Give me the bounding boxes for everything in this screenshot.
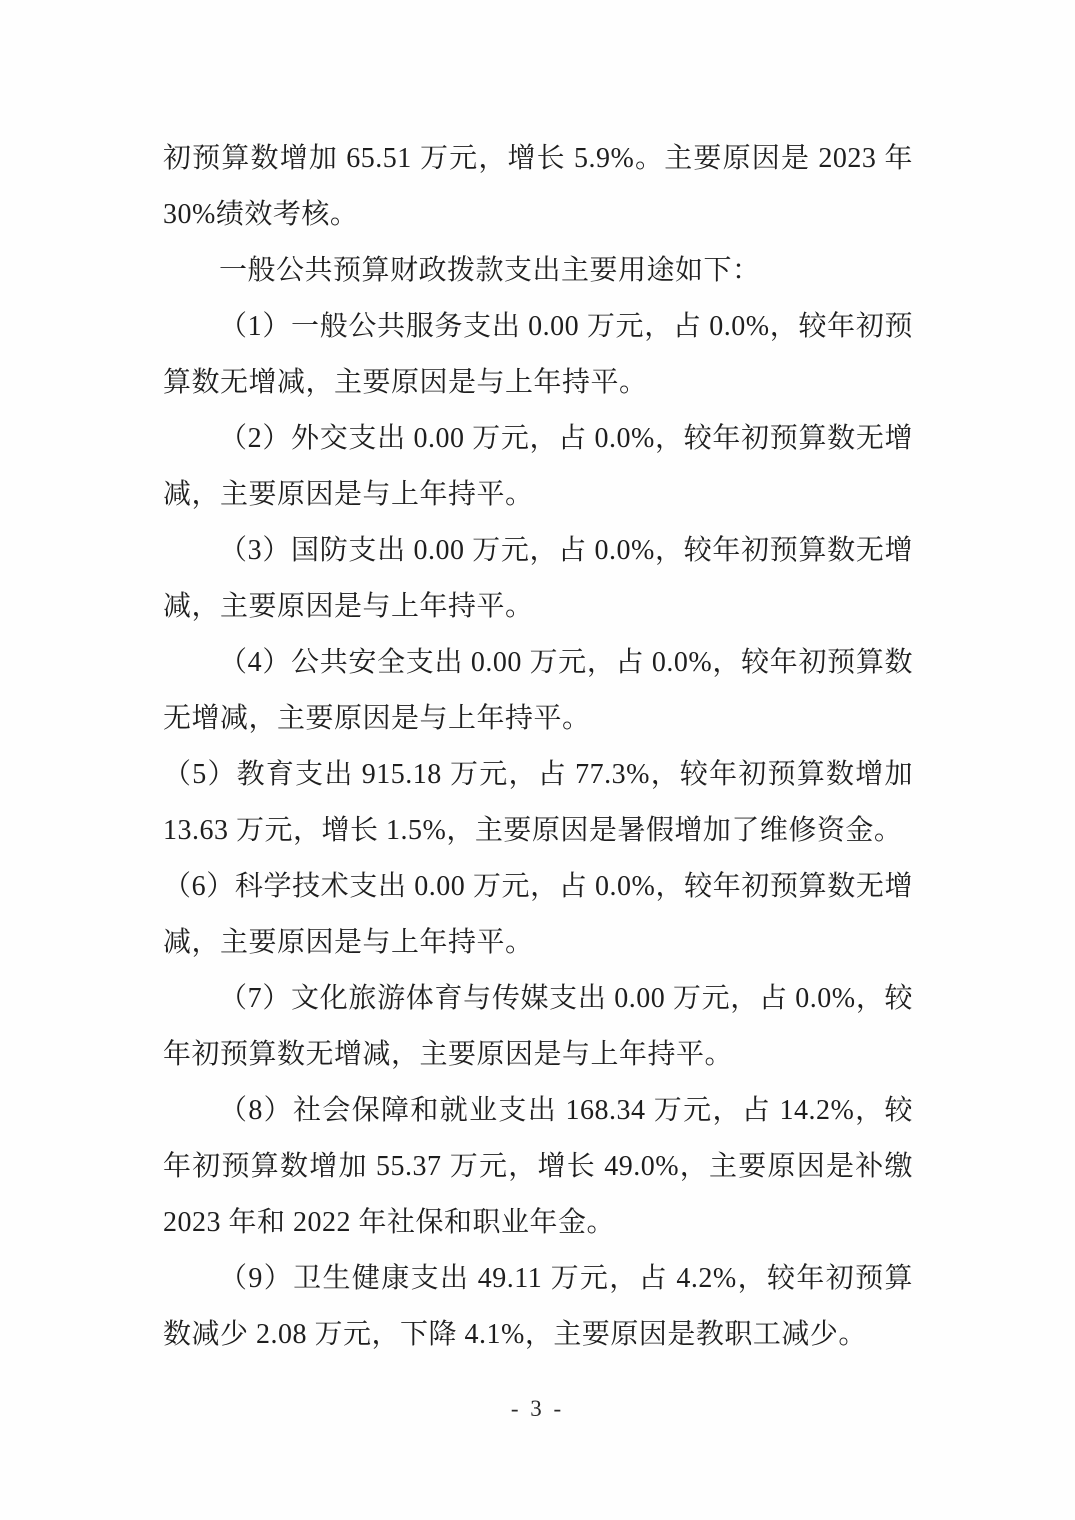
text-line: 算数无增减，主要原因是与上年持平。 bbox=[163, 367, 648, 398]
page-number: - 3 - bbox=[510, 1396, 565, 1421]
text-line: 减，主要原因是与上年持平。 bbox=[163, 479, 534, 510]
text-line: （3）国防支出 0.00 万元，占 0.0%，较年初预算数无增 bbox=[219, 535, 913, 566]
text-line: 无增减，主要原因是与上年持平。 bbox=[163, 703, 591, 734]
text-line: 一般公共预算财政拨款支出主要用途如下： bbox=[219, 255, 761, 286]
text-line: 13.63 万元，增长 1.5%，主要原因是暑假增加了维修资金。 bbox=[163, 815, 903, 846]
text-line: （9）卫生健康支出 49.11 万元，占 4.2%，较年初预算 bbox=[219, 1263, 913, 1294]
text-line: （1）一般公共服务支出 0.00 万元，占 0.0%，较年初预 bbox=[219, 311, 913, 342]
text-line: （8）社会保障和就业支出 168.34 万元，占 14.2%，较 bbox=[219, 1095, 913, 1126]
text-line: 30%绩效考核。 bbox=[163, 199, 359, 230]
text-line: 减，主要原因是与上年持平。 bbox=[163, 591, 534, 622]
text-line: 数减少 2.08 万元，下降 4.1%，主要原因是教职工减少。 bbox=[163, 1319, 867, 1350]
document-body bbox=[163, 131, 913, 1363]
text-line: 初预算数增加 65.51 万元，增长 5.9%。主要原因是 2023 年 bbox=[163, 143, 913, 174]
text-line: （2）外交支出 0.00 万元，占 0.0%，较年初预算数无增 bbox=[219, 423, 913, 454]
text-line: 减，主要原因是与上年持平。 bbox=[163, 927, 534, 958]
text-line: 2023 年和 2022 年社保和职业年金。 bbox=[163, 1207, 616, 1238]
text-line: （5）教育支出 915.18 万元，占 77.3%，较年初预算数增加 bbox=[163, 759, 913, 790]
text-line: 年初预算数无增减，主要原因是与上年持平。 bbox=[163, 1039, 734, 1070]
text-line: （7）文化旅游体育与传媒支出 0.00 万元，占 0.0%，较 bbox=[219, 983, 913, 1014]
text-line: （6）科学技术支出 0.00 万元，占 0.0%，较年初预算数无增 bbox=[163, 871, 913, 902]
text-line: 年初预算数增加 55.37 万元，增长 49.0%，主要原因是补缴 bbox=[163, 1151, 913, 1182]
text-line: （4）公共安全支出 0.00 万元，占 0.0%，较年初预算数 bbox=[219, 647, 913, 678]
